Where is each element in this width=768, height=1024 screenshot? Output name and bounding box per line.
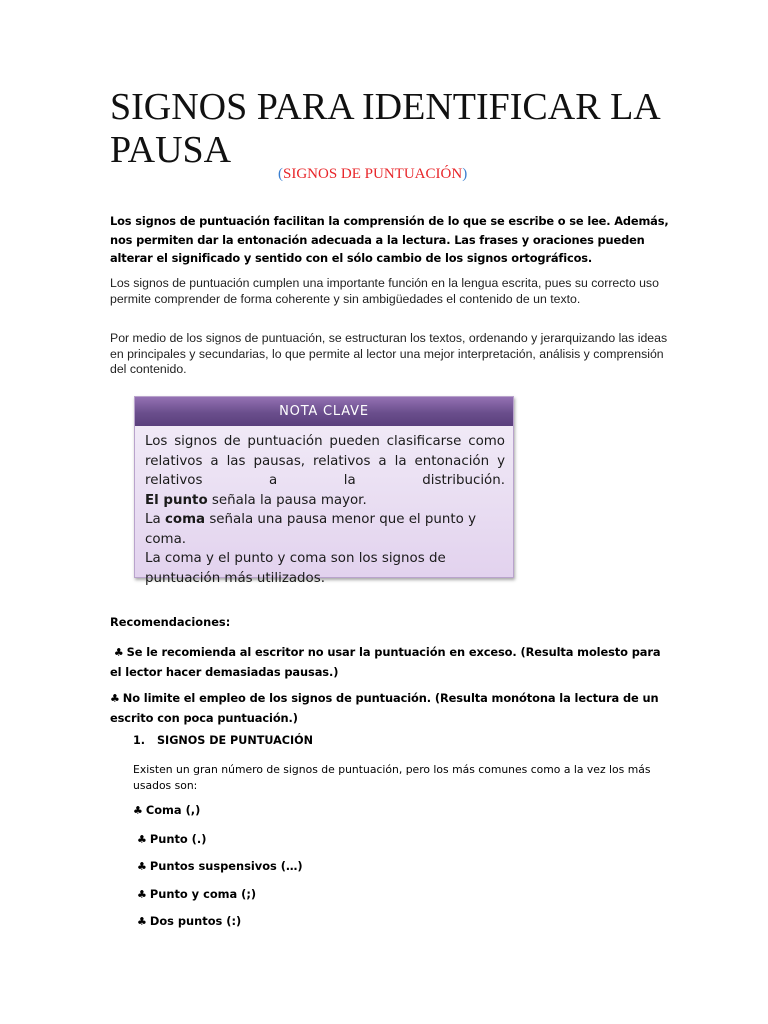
sign-list-item bbox=[137, 832, 206, 846]
function-paragraph: Los signos de puntuación cumplen una importante función en la lengua escrita, pues su correcto uso permite comprender de forma coherente y sin ambigüedades el contenido de un texto. bbox=[110, 276, 659, 306]
club-icon: ♣ bbox=[137, 860, 147, 873]
club-icon: ♣ bbox=[137, 888, 147, 901]
club-icon: ♣ bbox=[113, 646, 124, 659]
club-icon: ♣ bbox=[133, 804, 143, 817]
recommendation-item bbox=[110, 689, 670, 727]
sign-list-item bbox=[137, 859, 303, 873]
sign-list-item bbox=[133, 803, 200, 817]
key-note-coma bbox=[145, 510, 505, 549]
key-note-box bbox=[134, 396, 514, 586]
sign-label: Coma (,) bbox=[145, 803, 201, 817]
recommendation-item bbox=[110, 643, 670, 681]
section-title: SIGNOS DE PUNTUACIÓN bbox=[157, 734, 313, 747]
key-note-coma-bold: coma bbox=[164, 512, 206, 527]
sign-list-item bbox=[137, 914, 241, 928]
sign-list-item bbox=[137, 887, 256, 901]
structure-paragraph: Por medio de los signos de puntuación, se estructuran los textos, ordenando y jerarquizando las ideas en principales y secundarias, lo que permite al lector una mejor interpretación, análisis y comprensión del contenido. bbox=[110, 331, 668, 376]
key-note-punto bbox=[145, 491, 505, 511]
subtitle-close-paren: ) bbox=[462, 166, 468, 182]
subtitle-text: SIGNOS DE PUNTUACIÓN bbox=[283, 166, 463, 182]
club-icon: ♣ bbox=[137, 833, 147, 846]
recommendation-text: No limite el empleo de los signos de puntuación. (Resulta monótona la lectura de un escrito con poca puntuación.) bbox=[110, 691, 659, 725]
sign-label: Dos puntos (:) bbox=[149, 914, 242, 928]
sign-label: Punto y coma (;) bbox=[149, 887, 257, 901]
key-note-most-used: La coma y el punto y coma son los signos de puntuación más utilizados. bbox=[145, 551, 446, 586]
page-title: SIGNOS PARA IDENTIFICAR LA PAUSA bbox=[110, 86, 659, 171]
section-number: 1. bbox=[133, 734, 146, 747]
key-note-header: NOTA CLAVE bbox=[135, 397, 513, 426]
recommendation-text: Se le recomienda al escritor no usar la puntuación en exceso. (Resulta molesto para el lector hacer demasiadas pausas.) bbox=[110, 645, 661, 679]
section-intro: Existen un gran número de signos de puntuación, pero los más comunes como a la vez los más usados son: bbox=[133, 763, 651, 792]
club-icon: ♣ bbox=[137, 915, 147, 928]
subtitle bbox=[278, 166, 467, 183]
key-note-body bbox=[135, 426, 513, 588]
recommendations-label: Recomendaciones: bbox=[110, 615, 231, 629]
key-note-classification: Los signos de puntuación pueden clasificarse como relativos a las pausas, relativos a la entonación y relativos a la distribución. bbox=[145, 434, 505, 488]
subtitle-open-paren: ( bbox=[278, 166, 283, 182]
key-note-coma-rest: señala una pausa menor que el punto y coma. bbox=[145, 512, 477, 547]
sign-label: Punto (.) bbox=[149, 832, 207, 846]
club-icon: ♣ bbox=[110, 692, 120, 705]
key-note-punto-rest: señala la pausa mayor. bbox=[207, 492, 367, 508]
key-note-punto-bold: El punto bbox=[145, 492, 208, 508]
sign-label: Puntos suspensivos (…) bbox=[149, 859, 303, 873]
key-note-coma-pre: La bbox=[145, 512, 165, 527]
intro-paragraph: Los signos de puntuación facilitan la comprensión de lo que se escribe o se lee. Además, nos permiten dar la entonación adecuada a la lectura. Las frases y oraciones pueden alterar el significado y sentido con el sólo cambio de los signos ortográficos. bbox=[110, 214, 669, 265]
section-heading bbox=[133, 734, 313, 747]
